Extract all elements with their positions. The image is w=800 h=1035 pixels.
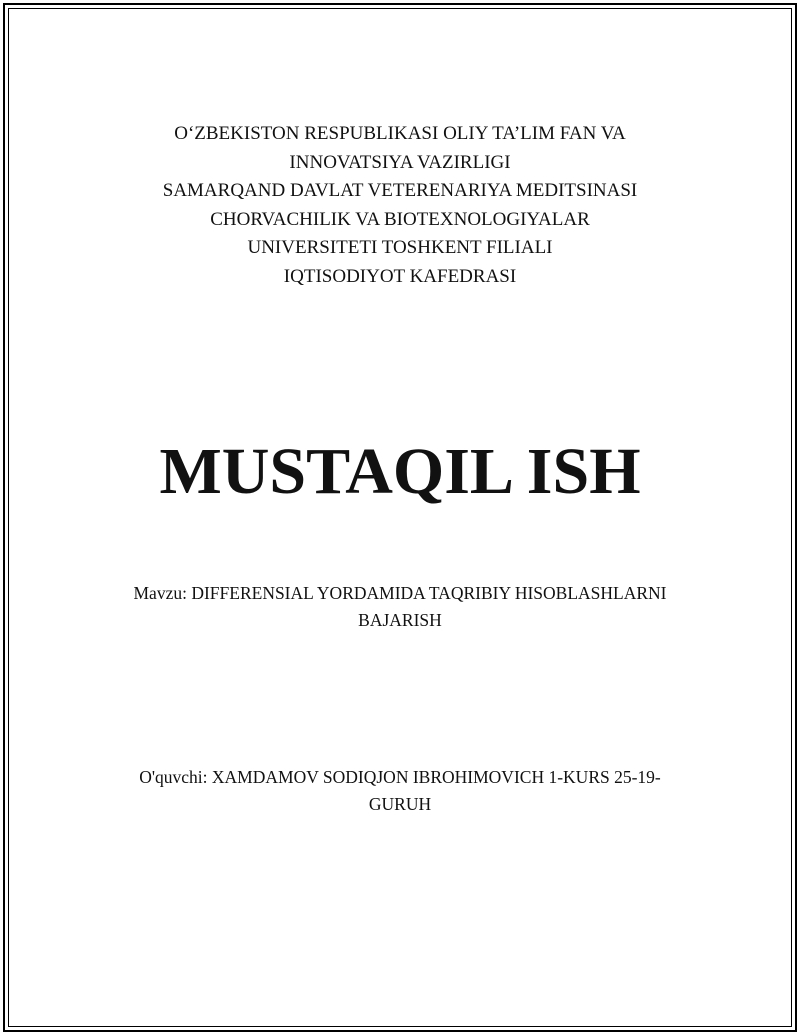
document-title: MUSTAQIL ISH: [159, 435, 641, 508]
header-line-ministry: O‘ZBEKISTON RESPUBLIKASI OLIY TA’LIM FAN VA: [174, 123, 626, 144]
header-line-university-cont: CHORVACHILIK VA BIOTEXNOLOGIYALAR: [210, 208, 590, 230]
topic-line: Mavzu: DIFFERENSIAL YORDAMIDA TAQRIBIY HISOBLASHLARNI: [133, 583, 667, 603]
header-line-branch: UNIVERSITETI TOSHKENT FILIALI: [247, 237, 553, 258]
institution-header: [0, 120, 800, 291]
student-line-cont: GURUH: [368, 794, 432, 814]
header-line-department: IQTISODIYOT KAFEDRASI: [283, 265, 517, 287]
student-block: [100, 764, 700, 818]
header-line-ministry-cont: INNOVATSIYA VAZIRLIGI: [289, 151, 511, 173]
topic-block: [100, 580, 700, 634]
topic-line-cont: BAJARISH: [358, 610, 442, 630]
header-line-university: SAMARQAND DAVLAT VETERENARIYA MEDITSINASI: [162, 180, 638, 201]
student-line: O'quvchi: XAMDAMOV SODIQJON IBROHIMOVICH 1-KURS 25-19-: [139, 767, 661, 787]
